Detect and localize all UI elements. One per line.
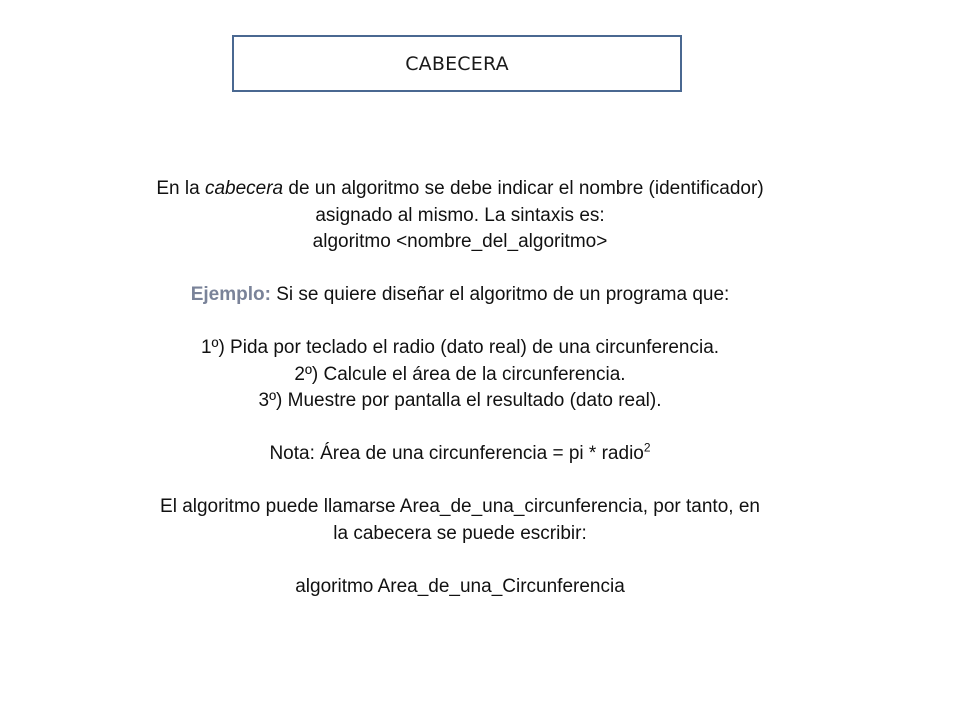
- intro-line-2: asignado al mismo. La sintaxis es:: [315, 204, 605, 226]
- content-body: [60, 176, 860, 600]
- intro-line-1: [60, 176, 860, 203]
- step-2: 2º) Calcule el área de la circunferencia.: [294, 363, 626, 385]
- spacer: [60, 256, 860, 283]
- intro-emphasis: cabecera: [204, 178, 284, 199]
- step-1: 1º) Pida por teclado el radio (dato real) de una circunferencia.: [200, 337, 720, 358]
- intro-pre: En la: [156, 178, 205, 199]
- example-text: Si se quiere diseñar el algoritmo de un programa que:: [270, 284, 730, 305]
- header-box: [232, 35, 682, 92]
- spacer: [60, 309, 860, 336]
- note-superscript: 2: [643, 440, 651, 455]
- note-text: Nota: Área de una circunferencia = pi * radio: [269, 443, 644, 464]
- syntax-line: algoritmo <nombre_del_algoritmo>: [312, 231, 608, 252]
- header-title: CABECERA: [405, 52, 509, 75]
- final-code-line: algoritmo Area_de_una_Circunferencia: [295, 575, 625, 597]
- spacer: [60, 468, 860, 495]
- spacer: [60, 547, 860, 574]
- conclusion-line-1: El algoritmo puede llamarse Area_de_una_circunferencia, por tanto, en: [160, 496, 760, 517]
- example-label: Ejemplo:: [190, 284, 271, 305]
- note-line: [60, 441, 860, 468]
- conclusion-line-2: la cabecera se puede escribir:: [333, 522, 587, 544]
- step-3: 3º) Muestre por pantalla el resultado (dato real).: [258, 390, 662, 411]
- example-line: [60, 282, 860, 309]
- spacer: [60, 415, 860, 442]
- intro-post: de un algoritmo se debe indicar el nombre (identificador): [283, 178, 764, 199]
